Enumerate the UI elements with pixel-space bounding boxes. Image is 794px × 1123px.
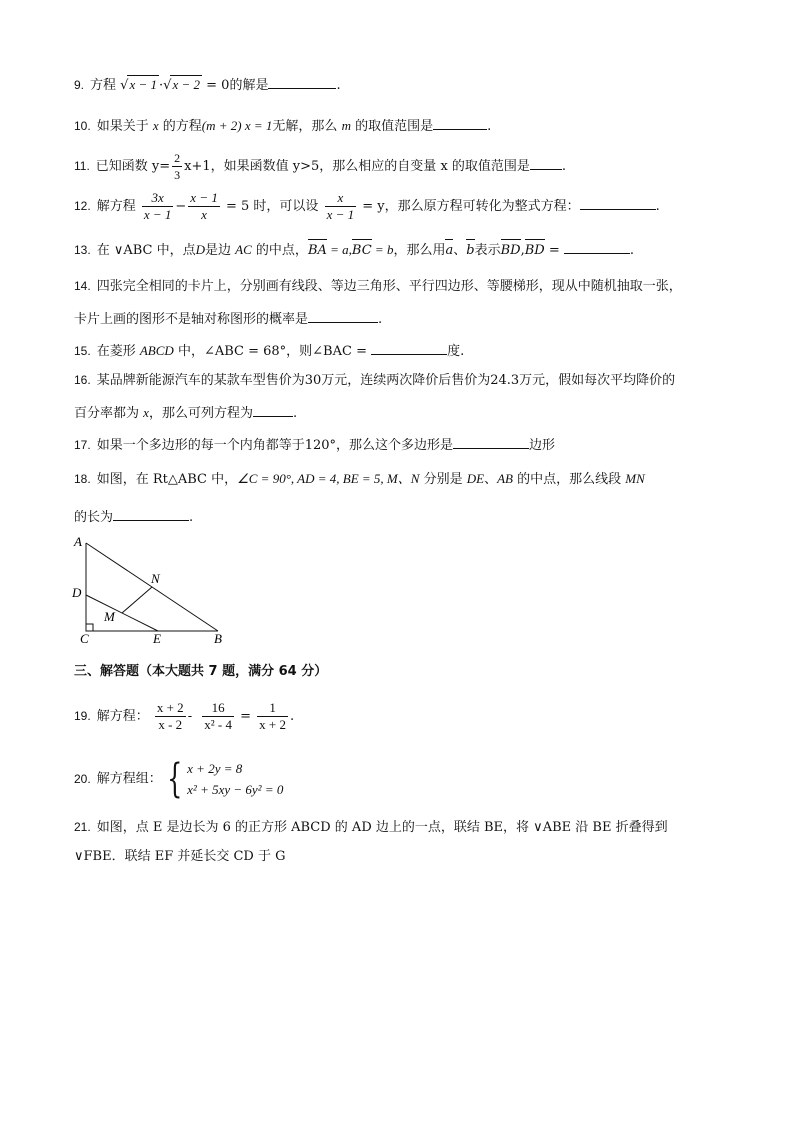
question-text: = y，那么原方程可转化为整式方程： xyxy=(362,199,580,214)
question-text: = 5 时，可以设 xyxy=(225,199,319,214)
question-17 xyxy=(74,434,555,455)
period: . xyxy=(292,406,298,421)
question-15 xyxy=(74,340,464,361)
equation: (m + 2) x = 1 xyxy=(201,118,273,133)
question-19 xyxy=(74,700,294,733)
question-number: 11. xyxy=(74,159,90,173)
variable: x xyxy=(143,405,149,420)
vector: BD xyxy=(524,243,545,258)
question-text: 是边 xyxy=(205,243,232,258)
question-text: 无解，那么 xyxy=(272,119,338,134)
separator: 、 xyxy=(484,472,498,487)
question-number: 21. xyxy=(74,820,91,834)
equation-system xyxy=(187,758,283,800)
period: . xyxy=(378,312,383,327)
denominator: x − 1 xyxy=(143,207,172,222)
fraction xyxy=(188,190,220,223)
question-text: 解方程组： xyxy=(96,771,162,787)
answer-blank[interactable] xyxy=(530,155,562,170)
question-number: 15. xyxy=(74,344,91,358)
question-number: 18. xyxy=(74,472,91,486)
question-text: 如果一个多边形的每一个内角都等于120°，那么这个多边形是 xyxy=(96,438,454,453)
equation-1: x + 2y = 8 xyxy=(187,761,243,776)
question-text: ∨FBE．联结 EF 并延长交 CD 于 G xyxy=(74,849,286,864)
numerator: 2 xyxy=(174,151,181,165)
question-text: 的取值范围是 xyxy=(355,119,434,134)
segment-label: DE xyxy=(466,471,485,486)
denominator: x + 2 xyxy=(259,717,286,732)
question-text: 的长为 xyxy=(74,510,114,525)
answer-blank[interactable] xyxy=(433,115,487,130)
label-d: D xyxy=(72,585,82,600)
question-text: 的中点， xyxy=(255,243,308,258)
vector: a xyxy=(445,243,454,258)
question-number: 20. xyxy=(74,771,91,786)
question-14 xyxy=(74,277,682,296)
answer-blank[interactable] xyxy=(564,239,630,254)
question-number: 9. xyxy=(74,78,85,92)
equals-sign: = xyxy=(240,709,252,724)
segment-label: AC xyxy=(235,242,252,257)
numerator: x + 2 xyxy=(156,700,184,715)
question-number: 17. xyxy=(74,438,91,452)
question-text: 的方程 xyxy=(162,119,202,134)
right-angle-mark xyxy=(86,624,93,631)
label-b: B xyxy=(214,631,222,646)
question-11 xyxy=(74,150,566,183)
question-text: 中，∠ABC = 68°，则∠BAC = xyxy=(177,344,367,359)
question-number: 16. xyxy=(74,373,91,387)
question-16-line-2 xyxy=(74,402,297,423)
variable: x xyxy=(152,118,159,133)
period: . xyxy=(629,243,635,258)
brace-symbol: { xyxy=(166,756,183,802)
fraction xyxy=(155,700,186,733)
equals-sign: = xyxy=(544,243,560,258)
unit-text: 度. xyxy=(447,344,465,359)
vector-equation: = b xyxy=(371,242,394,257)
answer-blank[interactable] xyxy=(113,506,189,521)
period: . xyxy=(336,78,341,93)
minus-sign: − xyxy=(175,199,187,214)
question-number: 12. xyxy=(74,199,91,213)
segment-mn xyxy=(122,587,152,613)
equation-rhs: = 0 xyxy=(202,78,230,93)
numerator: x xyxy=(325,190,357,207)
segment-label: MN xyxy=(625,471,645,486)
denominator: x xyxy=(201,207,207,222)
triangle-figure xyxy=(70,535,240,647)
answer-blank[interactable] xyxy=(580,195,656,210)
question-18-line-2 xyxy=(74,506,193,527)
question-text: 已知函数 y= xyxy=(95,159,171,174)
question-14-line-2 xyxy=(74,308,382,329)
equation-2: x² + 5xy − 6y² = 0 xyxy=(187,782,284,797)
question-text: 解方程： xyxy=(96,709,149,724)
numerator: 1 xyxy=(257,700,288,717)
period: . xyxy=(561,159,567,174)
question-text: 卡片上画的图形不是轴对称图形的概率是 xyxy=(74,312,309,327)
radicand: x − 2 xyxy=(172,77,200,92)
question-text: 如图，在 Rt△ABC 中， xyxy=(96,472,238,487)
vector: BD xyxy=(500,243,521,258)
answer-blank[interactable] xyxy=(371,340,447,355)
point-label: D xyxy=(195,242,205,257)
period: . xyxy=(655,199,660,214)
dot-operator: · xyxy=(159,78,164,93)
question-text: 如果关于 xyxy=(96,119,149,134)
question-text: 的解是 xyxy=(229,78,269,93)
question-text: 表示 xyxy=(474,243,501,258)
answer-blank[interactable] xyxy=(308,308,378,323)
vector: b xyxy=(466,243,475,258)
fraction xyxy=(202,700,234,733)
label-e: E xyxy=(153,631,161,646)
question-text: 分别是 xyxy=(423,472,463,487)
label-n: N xyxy=(151,571,160,586)
period: . xyxy=(290,709,295,724)
question-text: 在菱形 xyxy=(96,344,136,359)
denominator: x − 1 xyxy=(326,207,355,222)
period: . xyxy=(487,119,492,134)
separator: , xyxy=(520,243,525,258)
question-16 xyxy=(74,371,675,390)
denominator: x - 2 xyxy=(158,717,183,732)
unit-text: 边形 xyxy=(529,438,556,453)
fraction xyxy=(172,150,182,183)
question-text: 解方程 xyxy=(96,199,136,214)
question-number: 19. xyxy=(74,709,91,723)
question-text: 的中点，那么线段 xyxy=(517,472,622,487)
denominator: 3 xyxy=(174,168,181,182)
answer-blank[interactable] xyxy=(453,434,529,449)
question-text: 在 ∨ABC 中，点 xyxy=(96,243,196,258)
shape-label: ABCD xyxy=(139,343,174,358)
question-text: 方程 xyxy=(90,78,117,93)
numerator: 3x xyxy=(142,190,174,207)
label-m: M xyxy=(104,609,115,624)
numerator: 16 xyxy=(202,700,234,717)
sqrt-symbol: √ xyxy=(120,78,129,93)
question-21 xyxy=(74,818,668,837)
vector-equation: = a, xyxy=(326,242,352,257)
question-number: 10. xyxy=(74,119,91,133)
numerator: x − 1 xyxy=(190,190,218,205)
question-text: 百分率都为 xyxy=(74,406,140,421)
answer-blank[interactable] xyxy=(253,402,293,417)
label-c: C xyxy=(80,631,89,646)
denominator: x² - 4 xyxy=(204,717,232,732)
sqrt-symbol: √ xyxy=(163,78,172,93)
period: . xyxy=(189,510,194,525)
fraction xyxy=(257,700,288,733)
vector: BC xyxy=(351,243,372,258)
radicand: x − 1 xyxy=(129,77,158,92)
question-text: ，那么用 xyxy=(393,243,446,258)
label-a: A xyxy=(74,535,82,549)
question-number: 13. xyxy=(74,243,91,257)
question-text: 某品牌新能源汽车的某款车型售价为30万元，连续两次降价后售价为24.3万元，假如每次平均降价的 xyxy=(96,373,676,388)
segment-label: AB xyxy=(497,471,513,486)
question-text: 四张完全相同的卡片上，分别画有线段、等边三角形、平行四边形、等腰梯形，现从中随机抽取一张， xyxy=(96,279,682,294)
question-21-line-2 xyxy=(74,848,286,866)
fraction xyxy=(142,190,174,223)
fraction xyxy=(325,190,357,223)
minus-sign: - xyxy=(187,709,193,724)
question-text: x+1，如果函数值 y>5，那么相应的自变量 x 的取值范围是 xyxy=(184,159,530,174)
question-number: 14. xyxy=(74,279,91,293)
condition: ∠C = 90°, AD = 4, BE = 5, M、N xyxy=(237,471,420,486)
question-text: 如图，点 E 是边长为 6 的正方形 ABCD 的 AD 边上的一点，联结 BE，将 ∨ABE 沿 BE 折叠得到 xyxy=(96,820,668,835)
question-text: ，那么可列方程为 xyxy=(148,406,253,421)
question-20 xyxy=(74,758,283,800)
section-heading: 三、解答题（本大题共 7 题，满分 64 分） xyxy=(74,664,328,679)
answer-blank[interactable] xyxy=(268,74,336,89)
question-13 xyxy=(74,239,634,260)
vector: BA xyxy=(307,243,327,258)
question-9 xyxy=(74,74,341,95)
question-10 xyxy=(74,115,491,136)
variable: m xyxy=(341,118,351,133)
separator: 、 xyxy=(453,243,467,258)
question-18 xyxy=(74,470,645,489)
question-12 xyxy=(74,190,660,223)
